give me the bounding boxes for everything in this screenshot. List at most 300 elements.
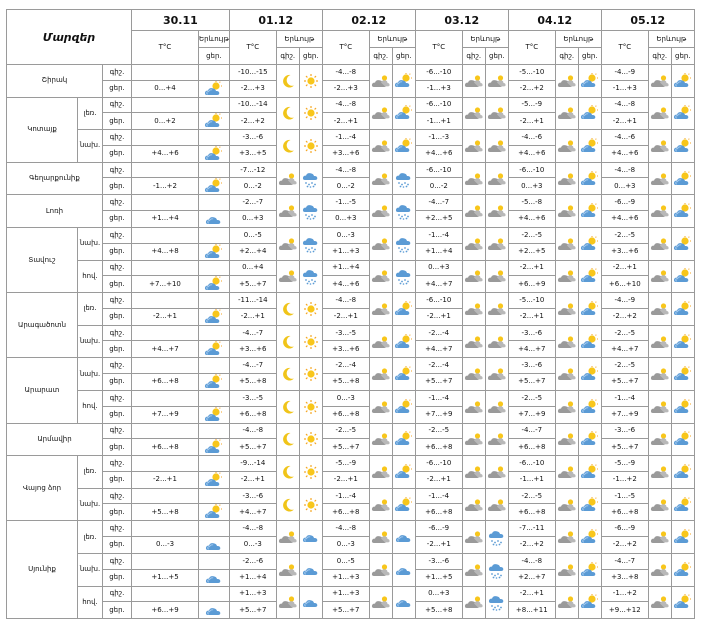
cloudy-icon [555, 162, 578, 195]
temperature-cell [132, 488, 199, 504]
weather-glyph [650, 171, 670, 187]
temperature-cell: 0...+3 [415, 586, 462, 602]
weather-glyph [394, 431, 414, 447]
weather-glyph [371, 301, 391, 317]
temperature-cell: 0...+2 [132, 113, 199, 130]
temperature-cell: +4...+6 [415, 145, 462, 162]
cloudy-icon [555, 488, 578, 521]
temperature-cell: 0...-3 [322, 227, 369, 243]
cloudy-icon [276, 521, 299, 554]
sun-icon [299, 130, 322, 163]
temperature-cell: +4...+7 [508, 341, 555, 358]
temperature-cell: -3...-5 [322, 325, 369, 341]
night-subheader: գիշ. [648, 48, 671, 65]
cloudy-icon [648, 456, 671, 489]
weather-glyph [557, 366, 577, 382]
weather-glyph [673, 562, 693, 578]
temperature-cell: +4...+6 [601, 145, 648, 162]
zone-label: հով. [78, 390, 103, 423]
cloudy-icon [648, 195, 671, 228]
temperature-cell: +5...+7 [322, 602, 369, 619]
period-label: ցեր. [103, 406, 132, 423]
weather-glyph [650, 203, 670, 219]
temperature-cell: -2...+1 [508, 586, 555, 602]
weather-glyph [204, 309, 224, 325]
temperature-cell: -1...-4 [415, 227, 462, 243]
pcloud-icon [199, 471, 230, 488]
cloudy-icon [369, 260, 392, 293]
cloudy-icon [648, 358, 671, 391]
temperature-cell: 0...-2 [322, 178, 369, 195]
weather-glyph [557, 497, 577, 513]
weather-glyph [204, 341, 224, 357]
weather-glyph [371, 138, 391, 154]
cloudy-icon [462, 65, 485, 98]
temperature-cell: +7...+10 [132, 276, 199, 293]
weather-glyph [464, 529, 484, 545]
snowcloud-icon [392, 260, 415, 293]
temperature-cell: -4...-6 [508, 130, 555, 146]
temperature-cell: +5...+7 [229, 602, 276, 619]
date-header: 30.11 [132, 10, 230, 31]
temperature-cell: +2...+4 [229, 243, 276, 260]
period-label: գիշ. [103, 521, 132, 537]
weather-glyph [278, 236, 298, 252]
pcloud-icon [671, 97, 694, 130]
region-name: Տավուշ [7, 227, 78, 292]
pcloud-icon [671, 358, 694, 391]
temperature-cell: -4...-8 [322, 293, 369, 309]
period-label: գիշ. [103, 97, 132, 113]
cloudy-icon [276, 586, 299, 619]
cloudy-icon [555, 65, 578, 98]
day-subheader: ցեր. [485, 48, 508, 65]
pcloud-icon [578, 553, 601, 586]
cloudy-icon [276, 162, 299, 195]
empty-icon-cell [199, 553, 230, 569]
weather-glyph [673, 203, 693, 219]
temperature-cell: 0...+3 [322, 210, 369, 227]
cloudy-icon [648, 130, 671, 163]
cloudy-icon [555, 293, 578, 326]
night-subheader: գիշ. [276, 48, 299, 65]
period-label: ցեր. [103, 145, 132, 162]
temperature-cell: +5...+8 [132, 504, 199, 521]
temperature-cell [132, 521, 199, 537]
cloud-icon [299, 586, 322, 619]
cloudy-icon [555, 130, 578, 163]
region-name: Արմավիր [7, 423, 103, 456]
weather-glyph [394, 235, 414, 253]
zone-label: լեռ. [78, 456, 103, 489]
table-row [7, 456, 695, 472]
snowcloud-icon [299, 162, 322, 195]
temperature-cell: +5...+7 [601, 439, 648, 456]
temperature-cell: -1...+1 [508, 471, 555, 488]
cloudy-icon [369, 195, 392, 228]
temperature-cell: -6...-10 [415, 162, 462, 178]
phenomenon-header: Երևույթ [555, 31, 601, 48]
temperature-cell: +1...+3 [322, 243, 369, 260]
temperature-cell: -1...+3 [415, 80, 462, 97]
period-label: գիշ. [103, 195, 132, 211]
temperature-cell: -4...-9 [601, 65, 648, 81]
cloudy-icon [462, 130, 485, 163]
pcloud-icon [199, 341, 230, 358]
weather-glyph [557, 236, 577, 252]
temperature-cell: +5...+7 [229, 439, 276, 456]
pcloud-icon [578, 293, 601, 326]
weather-glyph [464, 497, 484, 513]
regions-header: Մարզեր [7, 10, 132, 65]
temperature-cell [132, 390, 199, 406]
weather-glyph [650, 497, 670, 513]
weather-glyph [303, 105, 319, 121]
temperature-cell: -3...-6 [229, 488, 276, 504]
cloudy-icon [555, 553, 578, 586]
temperature-cell: +6...+8 [322, 406, 369, 423]
cloudy-icon [462, 553, 485, 586]
weather-glyph [204, 81, 224, 97]
weather-glyph [303, 73, 319, 89]
weather-glyph [204, 407, 224, 423]
empty-icon-cell [199, 260, 230, 276]
temperature-cell: -5...-10 [508, 293, 555, 309]
empty-icon-cell [199, 325, 230, 341]
temperature-cell: 0...-5 [229, 227, 276, 243]
pcloud-icon [671, 553, 694, 586]
weather-glyph [580, 497, 600, 513]
table-row [7, 195, 695, 211]
cloudy-icon [462, 325, 485, 358]
weather-glyph [487, 366, 507, 382]
period-label: ցեր. [103, 113, 132, 130]
weather-glyph [303, 464, 319, 480]
temperature-cell: -2...+1 [601, 113, 648, 130]
temperature-cell: -2...+1 [322, 471, 369, 488]
cloudy-icon [369, 456, 392, 489]
cloudy-icon [462, 162, 485, 195]
temp-header: T°C [229, 31, 276, 65]
weather-glyph [394, 73, 414, 89]
weather-glyph [303, 334, 319, 350]
cloudy-icon [369, 488, 392, 521]
sun-icon [299, 390, 322, 423]
cloudy-icon [485, 358, 508, 391]
weather-glyph [487, 497, 507, 513]
temperature-cell: -4...-7 [601, 553, 648, 569]
table-row [7, 97, 695, 113]
temperature-cell: -1...+2 [132, 178, 199, 195]
pcloud-icon [199, 243, 230, 260]
weather-glyph [487, 203, 507, 219]
weather-glyph [371, 203, 391, 219]
cloudy-icon [369, 358, 392, 391]
moon-icon [276, 390, 299, 423]
temperature-cell: +7...+9 [601, 406, 648, 423]
weather-glyph [371, 431, 391, 447]
temperature-cell: -4...-8 [322, 521, 369, 537]
cloudy-icon [462, 390, 485, 423]
cloud-icon [299, 521, 322, 554]
temperature-cell: 0...-2 [229, 178, 276, 195]
pcloud-icon [578, 488, 601, 521]
temperature-cell: +5...+7 [229, 276, 276, 293]
weather-glyph [394, 464, 414, 480]
weather-glyph [487, 399, 507, 415]
temperature-cell: -5...-8 [508, 195, 555, 211]
temperature-cell: 0...-5 [322, 553, 369, 569]
weather-glyph [371, 497, 391, 513]
period-label: գիշ. [103, 423, 132, 439]
date-header: 04.12 [508, 10, 601, 31]
temperature-cell: -5...-9 [322, 456, 369, 472]
pcloud-icon [578, 260, 601, 293]
temperature-cell: -2...-5 [601, 325, 648, 341]
weather-glyph [580, 529, 600, 545]
snowcloud-icon [485, 553, 508, 586]
temperature-cell: -2...+3 [322, 80, 369, 97]
period-label: ցեր. [103, 569, 132, 586]
weather-glyph [464, 73, 484, 89]
pcloud-icon [578, 325, 601, 358]
cloudy-icon [648, 423, 671, 456]
temperature-cell: +1...+4 [132, 210, 199, 227]
weather-glyph [280, 497, 296, 513]
pcloud-icon [199, 178, 230, 195]
pcloud-icon [671, 162, 694, 195]
temperature-cell: +4...+7 [415, 276, 462, 293]
weather-glyph [204, 113, 224, 129]
temperature-cell: +4...+6 [132, 145, 199, 162]
weather-glyph [673, 366, 693, 382]
temperature-cell: -1...-4 [601, 390, 648, 406]
temperature-cell: -4...-8 [322, 97, 369, 113]
cloudy-icon [485, 162, 508, 195]
empty-icon-cell [199, 423, 230, 439]
weather-glyph [301, 562, 321, 578]
period-label: գիշ. [103, 390, 132, 406]
temperature-cell: +6...+8 [508, 504, 555, 521]
period-label: ցեր. [103, 276, 132, 293]
weather-glyph [650, 105, 670, 121]
cloudy-icon [462, 97, 485, 130]
empty-icon-cell [199, 586, 230, 602]
zone-label: նախ. [78, 358, 103, 391]
cloud-icon [199, 210, 230, 227]
temperature-cell: +6...+8 [601, 504, 648, 521]
temperature-cell: -2...-5 [508, 390, 555, 406]
cloudy-icon [555, 227, 578, 260]
temperature-cell: +1...+4 [415, 243, 462, 260]
temperature-cell: -2...+2 [508, 536, 555, 553]
weather-glyph [580, 73, 600, 89]
temperature-cell: 0...-2 [415, 178, 462, 195]
zone-label: լեռ. [78, 521, 103, 554]
weather-glyph [487, 561, 507, 579]
weather-glyph [371, 562, 391, 578]
weather-glyph [204, 472, 224, 488]
temperature-cell: +4...+6 [508, 145, 555, 162]
temperature-cell: -11...-14 [229, 293, 276, 309]
weather-glyph [464, 399, 484, 415]
weather-glyph [394, 105, 414, 121]
weather-glyph [673, 171, 693, 187]
pcloud-icon [392, 456, 415, 489]
cloudy-icon [462, 456, 485, 489]
cloudy-icon [369, 390, 392, 423]
cloudy-icon [276, 195, 299, 228]
weather-glyph [464, 105, 484, 121]
temperature-cell: +5...+7 [322, 439, 369, 456]
temperature-cell: -2...+1 [508, 308, 555, 325]
temperature-cell: 0...+3 [508, 178, 555, 195]
weather-glyph [673, 301, 693, 317]
temp-header: T°C [415, 31, 462, 65]
period-label: գիշ. [103, 553, 132, 569]
weather-glyph [301, 529, 321, 545]
cloudy-icon [462, 586, 485, 619]
weather-glyph [301, 267, 321, 285]
temperature-cell: -4...-7 [229, 358, 276, 374]
cloudy-icon [369, 325, 392, 358]
temperature-cell: -6...-10 [415, 65, 462, 81]
weather-glyph [371, 366, 391, 382]
weather-glyph [487, 236, 507, 252]
temperature-cell: -6...-10 [508, 162, 555, 178]
temperature-cell: -5...-9 [508, 97, 555, 113]
date-header: 03.12 [415, 10, 508, 31]
weather-glyph [278, 529, 298, 545]
period-label: ցեր. [103, 178, 132, 195]
weather-glyph [394, 202, 414, 220]
pcloud-icon [199, 113, 230, 130]
temperature-cell [132, 65, 199, 81]
temperature-cell: +3...+6 [322, 341, 369, 358]
temperature-cell: -2...+1 [415, 536, 462, 553]
weather-glyph [580, 268, 600, 284]
weather-glyph [371, 529, 391, 545]
temperature-cell: -6...-10 [415, 97, 462, 113]
weather-glyph [204, 276, 224, 292]
table-row [7, 227, 695, 243]
weather-glyph [301, 235, 321, 253]
pcloud-icon [671, 65, 694, 98]
weather-glyph [280, 301, 296, 317]
weather-glyph [371, 399, 391, 415]
temperature-cell: -2...-4 [415, 358, 462, 374]
weather-glyph [280, 73, 296, 89]
forecast-table [6, 9, 695, 619]
weather-glyph [650, 431, 670, 447]
temperature-cell: -2...-5 [508, 488, 555, 504]
table-row [7, 358, 695, 374]
cloudy-icon [648, 97, 671, 130]
weather-glyph [557, 562, 577, 578]
temp-header: T°C [322, 31, 369, 65]
weather-glyph [394, 334, 414, 350]
pcloud-icon [392, 130, 415, 163]
weather-glyph [204, 602, 224, 618]
temperature-cell: 0...-3 [132, 536, 199, 553]
empty-icon-cell [199, 65, 230, 81]
cloudy-icon [555, 325, 578, 358]
moon-icon [276, 293, 299, 326]
weather-glyph [303, 138, 319, 154]
temperature-cell: +1...+3 [229, 586, 276, 602]
day-subheader: ցեր. [671, 48, 694, 65]
period-label: ցեր. [103, 471, 132, 488]
weather-glyph [673, 138, 693, 154]
date-header: 01.12 [229, 10, 322, 31]
pcloud-icon [392, 358, 415, 391]
temperature-cell: +1...+5 [132, 569, 199, 586]
weather-glyph [394, 497, 414, 513]
phenomenon-header: Երևույթ [199, 31, 230, 48]
cloudy-icon [485, 293, 508, 326]
weather-glyph [557, 138, 577, 154]
cloudy-icon [648, 293, 671, 326]
phenomenon-header: Երևույթ [369, 31, 415, 48]
empty-icon-cell [199, 162, 230, 178]
weather-glyph [487, 334, 507, 350]
snowcloud-icon [299, 195, 322, 228]
cloudy-icon [462, 521, 485, 554]
temperature-cell: 0...+3 [415, 260, 462, 276]
weather-glyph [204, 178, 224, 194]
temperature-cell: -3...-6 [601, 423, 648, 439]
weather-glyph [278, 203, 298, 219]
temperature-cell: -6...-10 [415, 456, 462, 472]
temperature-cell: -1...-4 [322, 130, 369, 146]
pcloud-icon [671, 488, 694, 521]
weather-glyph [280, 464, 296, 480]
temperature-cell: -4...-8 [322, 65, 369, 81]
temperature-cell: -2...+2 [508, 80, 555, 97]
temperature-cell: +6...+8 [229, 406, 276, 423]
temperature-cell: 0...+4 [229, 260, 276, 276]
moon-icon [276, 325, 299, 358]
table-row [7, 325, 695, 341]
temperature-cell [132, 553, 199, 569]
moon-icon [276, 97, 299, 130]
cloudy-icon [648, 390, 671, 423]
temperature-cell: 0...+3 [229, 210, 276, 227]
temperature-cell: -2...+1 [601, 260, 648, 276]
date-header: 05.12 [601, 10, 694, 31]
cloudy-icon [485, 130, 508, 163]
temperature-cell [132, 293, 199, 309]
temperature-cell: -4...-7 [229, 325, 276, 341]
temperature-cell: -7...-12 [229, 162, 276, 178]
temperature-cell: -1...-4 [415, 488, 462, 504]
period-label: ցեր. [103, 308, 132, 325]
empty-icon-cell [199, 488, 230, 504]
pcloud-icon [671, 390, 694, 423]
period-label: ցեր. [103, 602, 132, 619]
cloudy-icon [648, 521, 671, 554]
weather-glyph [280, 399, 296, 415]
weather-glyph [204, 570, 224, 586]
temperature-cell [132, 97, 199, 113]
temperature-cell: -4...-8 [601, 162, 648, 178]
weather-glyph [464, 268, 484, 284]
snowcloud-icon [299, 227, 322, 260]
temperature-cell: -6...-10 [508, 456, 555, 472]
cloudy-icon [485, 97, 508, 130]
temperature-cell: -2...-4 [322, 358, 369, 374]
temperature-cell: -2...+1 [415, 471, 462, 488]
